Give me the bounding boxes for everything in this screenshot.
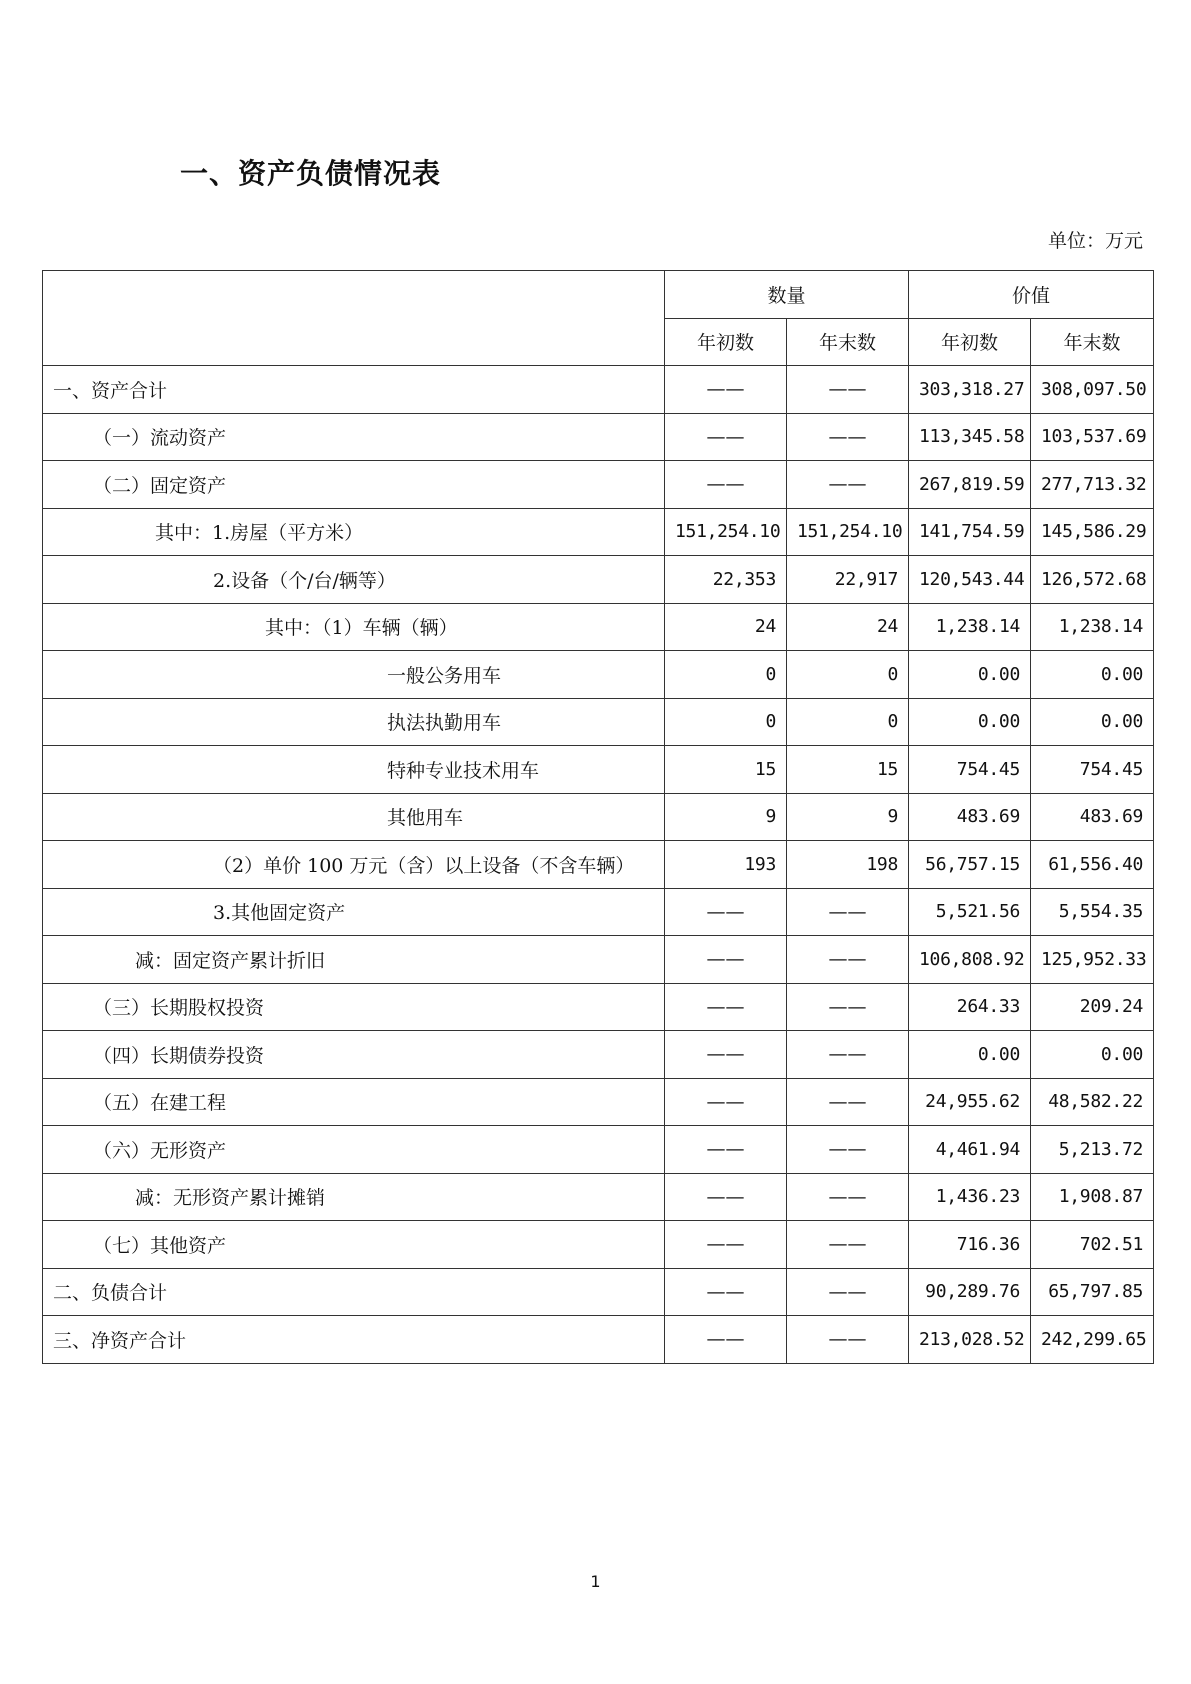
quantity-end: —— — [787, 936, 909, 984]
quantity-begin: 0 — [665, 698, 787, 746]
quantity-begin: —— — [665, 366, 787, 414]
row-label: 三、净资产合计 — [43, 1316, 665, 1364]
row-label: 一般公务用车 — [43, 651, 665, 699]
row-label: 减：无形资产累计摊销 — [43, 1173, 665, 1221]
quantity-end: —— — [787, 461, 909, 509]
quantity-end: —— — [787, 366, 909, 414]
value-end: 1,908.87 — [1031, 1173, 1154, 1221]
quantity-begin: —— — [665, 1173, 787, 1221]
value-begin: 303,318.27 — [909, 366, 1031, 414]
page-number: 1 — [590, 1572, 601, 1591]
value-end: 145,586.29 — [1031, 508, 1154, 556]
quantity-begin: 151,254.10 — [665, 508, 787, 556]
value-begin: 24,955.62 — [909, 1078, 1031, 1126]
value-end: 65,797.85 — [1031, 1268, 1154, 1316]
header-value-end: 年末数 — [1031, 318, 1154, 366]
value-end: 103,537.69 — [1031, 413, 1154, 461]
table-row — [43, 888, 1154, 936]
value-begin: 754.45 — [909, 746, 1031, 794]
table-row — [43, 841, 1154, 889]
quantity-begin: 22,353 — [665, 556, 787, 604]
quantity-end: —— — [787, 1031, 909, 1079]
unit-label: 单位：万元 — [1047, 230, 1143, 252]
row-label: （一）流动资产 — [43, 413, 665, 461]
quantity-end: 15 — [787, 746, 909, 794]
row-label: 一、资产合计 — [43, 366, 665, 414]
quantity-end: —— — [787, 983, 909, 1031]
row-label: （二）固定资产 — [43, 461, 665, 509]
row-label: （六）无形资产 — [43, 1126, 665, 1174]
row-label: （三）长期股权投资 — [43, 983, 665, 1031]
quantity-end: 0 — [787, 651, 909, 699]
value-end: 125,952.33 — [1031, 936, 1154, 984]
value-end: 277,713.32 — [1031, 461, 1154, 509]
quantity-end: —— — [787, 1126, 909, 1174]
quantity-begin: —— — [665, 1126, 787, 1174]
value-begin: 113,345.58 — [909, 413, 1031, 461]
row-label: 2.设备（个/台/辆等） — [43, 556, 665, 604]
table-row — [43, 1268, 1154, 1316]
table-row — [43, 603, 1154, 651]
quantity-end: —— — [787, 1173, 909, 1221]
quantity-begin: —— — [665, 1078, 787, 1126]
value-begin: 4,461.94 — [909, 1126, 1031, 1174]
table-row — [43, 1221, 1154, 1269]
quantity-end: 151,254.10 — [787, 508, 909, 556]
table-row — [43, 413, 1154, 461]
value-begin: 0.00 — [909, 651, 1031, 699]
table-row — [43, 651, 1154, 699]
value-begin: 120,543.44 — [909, 556, 1031, 604]
quantity-end: —— — [787, 413, 909, 461]
quantity-end: —— — [787, 1078, 909, 1126]
row-label: 其中：1.房屋（平方米） — [43, 508, 665, 556]
row-label: （五）在建工程 — [43, 1078, 665, 1126]
value-begin: 267,819.59 — [909, 461, 1031, 509]
quantity-begin: 9 — [665, 793, 787, 841]
page-title: 一、资产负债情况表 — [180, 157, 442, 190]
quantity-end: 198 — [787, 841, 909, 889]
quantity-end: —— — [787, 1268, 909, 1316]
value-end: 1,238.14 — [1031, 603, 1154, 651]
quantity-begin: 24 — [665, 603, 787, 651]
row-label: （七）其他资产 — [43, 1221, 665, 1269]
value-end: 61,556.40 — [1031, 841, 1154, 889]
value-begin: 90,289.76 — [909, 1268, 1031, 1316]
header-value-begin: 年初数 — [909, 318, 1031, 366]
quantity-end: 9 — [787, 793, 909, 841]
value-end: 5,213.72 — [1031, 1126, 1154, 1174]
quantity-begin: —— — [665, 413, 787, 461]
header-quantity-group: 数量 — [665, 271, 909, 319]
quantity-end: 24 — [787, 603, 909, 651]
value-end: 702.51 — [1031, 1221, 1154, 1269]
table-row — [43, 556, 1154, 604]
row-label: 减：固定资产累计折旧 — [43, 936, 665, 984]
row-label: 特种专业技术用车 — [43, 746, 665, 794]
quantity-end: —— — [787, 1221, 909, 1269]
quantity-begin: —— — [665, 461, 787, 509]
value-end: 0.00 — [1031, 698, 1154, 746]
table-row — [43, 983, 1154, 1031]
value-begin: 106,808.92 — [909, 936, 1031, 984]
value-begin: 141,754.59 — [909, 508, 1031, 556]
quantity-begin: 0 — [665, 651, 787, 699]
table-row — [43, 793, 1154, 841]
table-row — [43, 1078, 1154, 1126]
value-end: 209.24 — [1031, 983, 1154, 1031]
value-end: 483.69 — [1031, 793, 1154, 841]
value-begin: 1,238.14 — [909, 603, 1031, 651]
table-row — [43, 936, 1154, 984]
row-label: 其中：（1）车辆（辆） — [43, 603, 665, 651]
value-end: 308,097.50 — [1031, 366, 1154, 414]
value-begin: 483.69 — [909, 793, 1031, 841]
table-row — [43, 508, 1154, 556]
value-begin: 716.36 — [909, 1221, 1031, 1269]
row-label: 其他用车 — [43, 793, 665, 841]
value-begin: 0.00 — [909, 698, 1031, 746]
quantity-begin: 193 — [665, 841, 787, 889]
table-row — [43, 1126, 1154, 1174]
quantity-begin: —— — [665, 888, 787, 936]
table-header-row — [43, 271, 1154, 319]
quantity-end: —— — [787, 1316, 909, 1364]
quantity-begin: —— — [665, 936, 787, 984]
value-end: 0.00 — [1031, 1031, 1154, 1079]
value-begin: 56,757.15 — [909, 841, 1031, 889]
table-row — [43, 461, 1154, 509]
value-end: 5,554.35 — [1031, 888, 1154, 936]
row-label: （2）单价 100 万元（含）以上设备（不含车辆） — [43, 841, 665, 889]
quantity-end: 22,917 — [787, 556, 909, 604]
value-end: 126,572.68 — [1031, 556, 1154, 604]
row-label: 3.其他固定资产 — [43, 888, 665, 936]
header-item-cell — [43, 271, 665, 366]
quantity-begin: —— — [665, 983, 787, 1031]
value-end: 242,299.65 — [1031, 1316, 1154, 1364]
value-begin: 264.33 — [909, 983, 1031, 1031]
row-label: （四）长期债券投资 — [43, 1031, 665, 1079]
table-row — [43, 1173, 1154, 1221]
value-begin: 0.00 — [909, 1031, 1031, 1079]
table-row — [43, 1031, 1154, 1079]
value-end: 48,582.22 — [1031, 1078, 1154, 1126]
value-begin: 5,521.56 — [909, 888, 1031, 936]
value-begin: 1,436.23 — [909, 1173, 1031, 1221]
table-row — [43, 746, 1154, 794]
quantity-end: 0 — [787, 698, 909, 746]
quantity-begin: 15 — [665, 746, 787, 794]
table-row — [43, 698, 1154, 746]
value-end: 754.45 — [1031, 746, 1154, 794]
quantity-begin: —— — [665, 1268, 787, 1316]
row-label: 执法执勤用车 — [43, 698, 665, 746]
header-quantity-begin: 年初数 — [665, 318, 787, 366]
row-label: 二、负债合计 — [43, 1268, 665, 1316]
table-row — [43, 1316, 1154, 1364]
quantity-begin: —— — [665, 1221, 787, 1269]
header-value-group: 价值 — [909, 271, 1154, 319]
value-begin: 213,028.52 — [909, 1316, 1031, 1364]
table-row — [43, 366, 1154, 414]
quantity-begin: —— — [665, 1316, 787, 1364]
quantity-begin: —— — [665, 1031, 787, 1079]
quantity-end: —— — [787, 888, 909, 936]
value-end: 0.00 — [1031, 651, 1154, 699]
balance-sheet-table — [42, 270, 1154, 1364]
header-quantity-end: 年末数 — [787, 318, 909, 366]
